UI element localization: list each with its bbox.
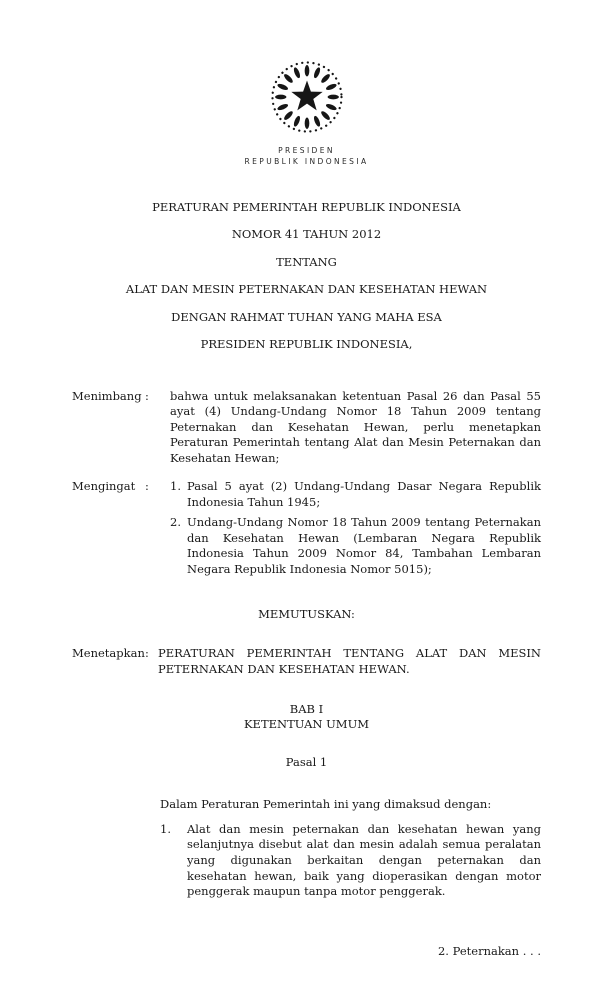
- issuer-line: PRESIDEN REPUBLIK INDONESIA,: [200, 337, 413, 352]
- mengingat-items: [170, 479, 541, 582]
- article-body: [160, 797, 541, 959]
- title-block: [72, 200, 541, 353]
- tentang-label: TENTANG: [276, 254, 337, 269]
- memutuskan-heading: MEMUTUSKAN:: [258, 606, 355, 621]
- item-number: 2.: [170, 515, 181, 530]
- menimbang-clause: [72, 389, 541, 467]
- item-text: Alat dan mesin peternakan dan kesehatan hewan yang selanjutnya disebut alat dan mesin adalah semua peralatan yang digunakan berkaitan dengan peternakan dan kesehatan hewan, baik yang dioperasikan dengan motor penggerak maupun tanpa motor penggerak.: [187, 821, 541, 899]
- mengingat-colon: :: [145, 479, 149, 494]
- item-number: 1.: [160, 821, 171, 836]
- mengingat-item: [170, 479, 541, 510]
- menetapkan-colon: :: [145, 646, 149, 661]
- menetapkan-label: Menetapkan: [72, 646, 145, 661]
- mengingat-item: [170, 515, 541, 577]
- mengingat-label: Mengingat: [72, 479, 136, 494]
- letterhead-presiden: PRESIDEN: [278, 146, 335, 155]
- menimbang-colon: :: [145, 388, 149, 403]
- chapter-heading: [72, 702, 541, 732]
- presidential-seal-icon: [262, 52, 352, 142]
- menimbang-text: bahwa untuk melaksanakan ketentuan Pasal 26 dan Pasal 55 ayat (4) Undang-Undang Nomor 18 Tahun 2009 tentang Peternakan dan Kesehatan Hewan, perlu menetapkan Peraturan Pemerintah tentang Alat dan Mesin Peternakan dan Kesehatan Hewan;: [170, 388, 541, 465]
- page-catchword: 2. Peternakan . . .: [437, 943, 541, 958]
- regulation-title: PERATURAN PEMERINTAH REPUBLIK INDONESIA: [152, 199, 461, 214]
- menetapkan-text: PERATURAN PEMERINTAH TENTANG ALAT DAN MESIN PETERNAKAN DAN KESEHATAN HEWAN.: [158, 646, 541, 676]
- regulation-subject: ALAT DAN MESIN PETERNAKAN DAN KESEHATAN HEWAN: [125, 282, 488, 297]
- article-heading: Pasal 1: [285, 754, 328, 769]
- item-number: 1.: [170, 479, 181, 494]
- invocation-line: DENGAN RAHMAT TUHAN YANG MAHA ESA: [171, 309, 442, 324]
- regulation-number: NOMOR 41 TAHUN 2012: [231, 227, 382, 242]
- menimbang-label: Menimbang: [72, 388, 142, 403]
- letterhead: [72, 52, 541, 168]
- menetapkan-clause: [72, 646, 541, 677]
- item-text: Undang-Undang Nomor 18 Tahun 2009 tentang Peternakan dan Kesehatan Hewan (Lembaran Negara Republik Indonesia Tahun 2009 Nomor 84, Tambahan Lembaran Negara Republik Indonesia Nomor 5015);: [187, 515, 541, 576]
- item-text: Pasal 5 ayat (2) Undang-Undang Dasar Negara Republik Indonesia Tahun 1945;: [187, 479, 541, 509]
- chapter-number: BAB I: [289, 702, 324, 717]
- mengingat-clause: [72, 479, 541, 582]
- definition-item: [160, 822, 541, 900]
- letterhead-republik-indonesia: REPUBLIK INDONESIA: [244, 156, 369, 166]
- article-intro: Dalam Peraturan Pemerintah ini yang dimaksud dengan:: [160, 797, 492, 812]
- chapter-title: KETENTUAN UMUM: [243, 717, 370, 731]
